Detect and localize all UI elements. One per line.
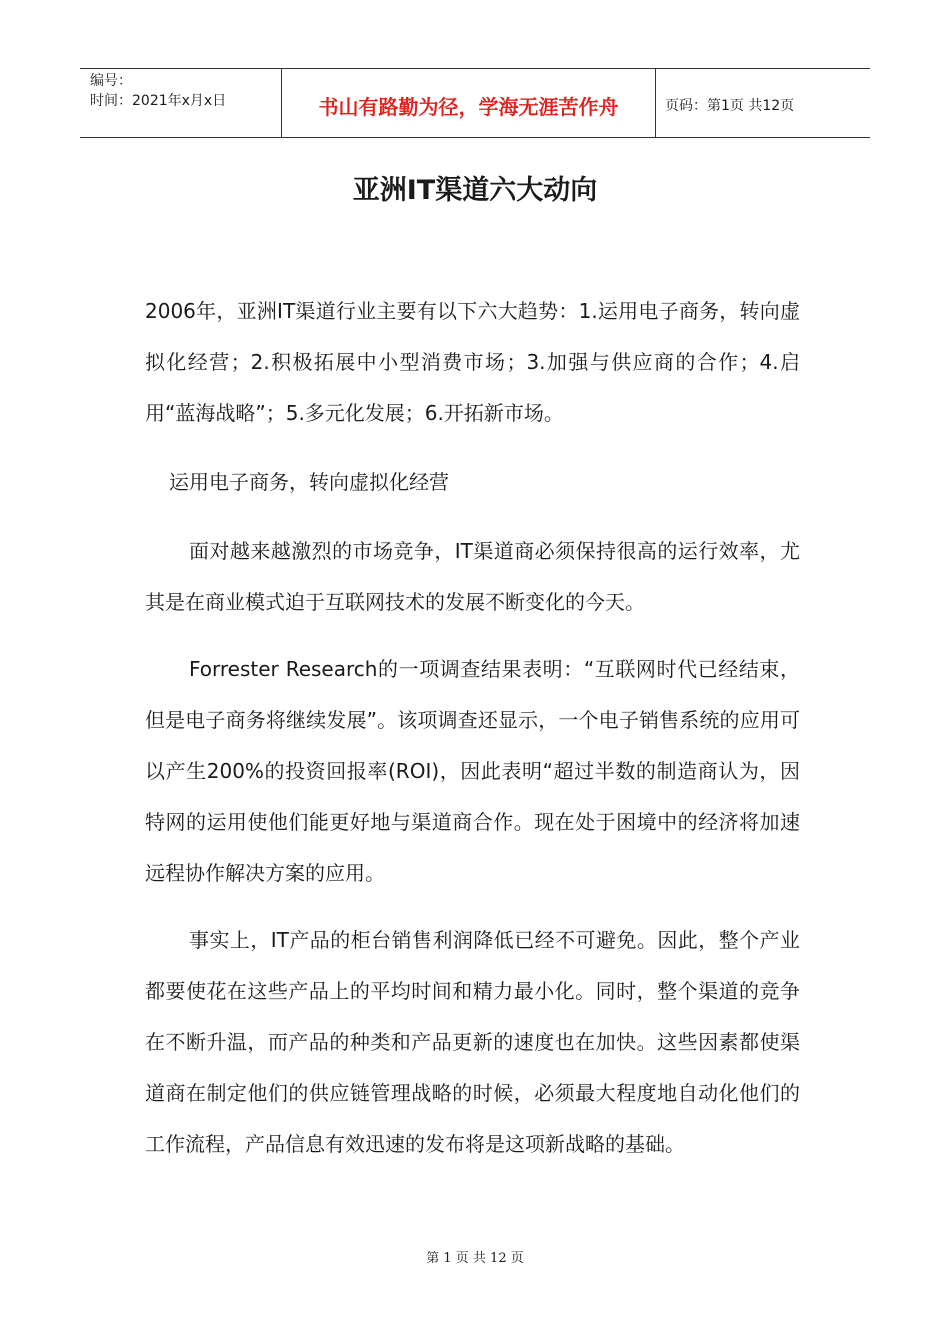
page-info: 页码：第1页 共12页 <box>665 98 795 114</box>
document-body <box>145 286 800 1170</box>
body-paragraph: 事实上，IT产品的柜台销售利润降低已经不可避免。因此，整个产业都要使花在这些产品上的平均时间和精力最小化。同时，整个渠道的竞争在不断升温，而产品的种类和产品更新的速度也在加快。这些因素都使渠道商在制定他们的供应链管理战略的时候，必须最大程度地自动化他们的工作流程，产品信息有效迅速的发布将是这项新战略的基础。 <box>145 928 800 1156</box>
page-footer: 第 1 页 共 12 页 <box>426 1251 524 1266</box>
header-motto-cell <box>281 69 656 137</box>
motto-text: 书山有路勤为径，学海无涯苦作舟 <box>318 95 619 119</box>
body-paragraph: Forrester Research的一项调查结果表明：“互联网时代已经结束，但是电子商务将继续发展”。该项调查还显示，一个电子销售系统的应用可以产生200%的投资回报率(ROI)，因此表明“超过半数的制造商认为，因特网的运用使他们能更好地与渠道商合作。现在处于困境中的经济将加速远程协作解决方案的应用。 <box>145 657 800 885</box>
number-label: 编号： <box>90 73 132 89</box>
header-meta-cell <box>80 69 281 137</box>
time-label: 时间：2021年x月x日 <box>90 93 227 109</box>
document-header <box>80 68 870 138</box>
header-page-cell <box>655 69 870 137</box>
section-heading: 运用电子商务，转向虚拟化经营 <box>169 470 449 494</box>
intro-paragraph: 2006年，亚洲IT渠道行业主要有以下六大趋势：1.运用电子商务，转向虚拟化经营；2.积极拓展中小型消费市场；3.加强与供应商的合作；4.启用“蓝海战略”；5.多元化发展；6.开拓新市场。 <box>145 299 800 425</box>
page-title: 亚洲IT渠道六大动向 <box>352 175 598 206</box>
body-paragraph: 面对越来越激烈的市场竞争，IT渠道商必须保持很高的运行效率，尤其是在商业模式迫于互联网技术的发展不断变化的今天。 <box>145 539 800 614</box>
